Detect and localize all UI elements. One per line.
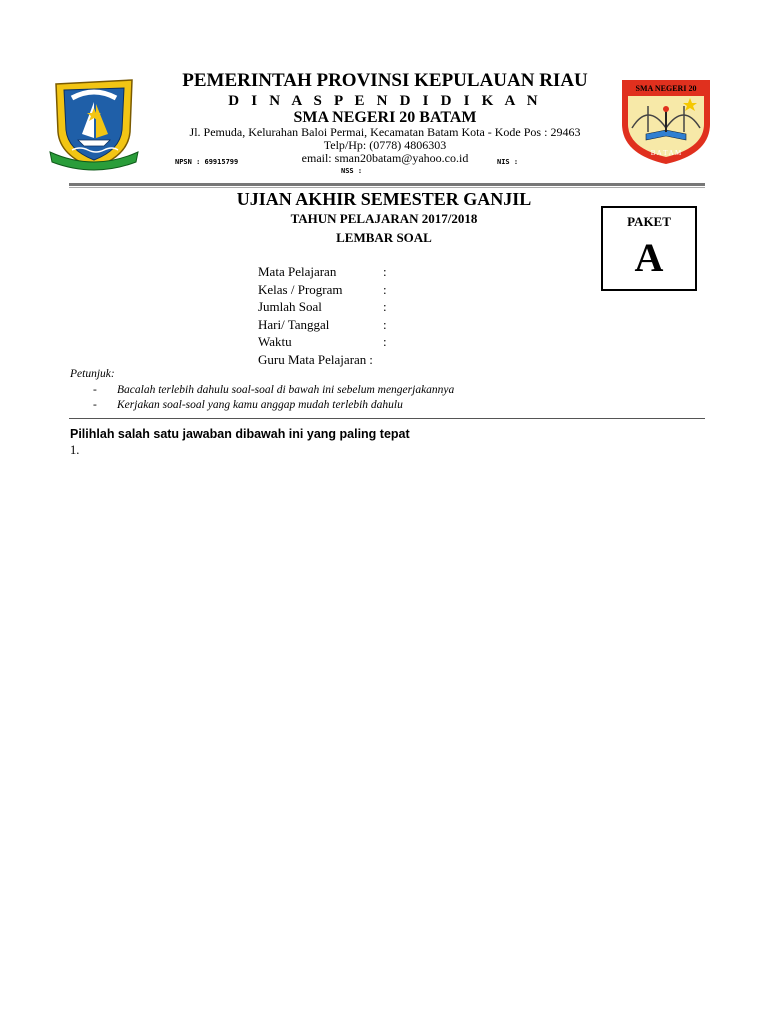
exam-title: UJIAN AKHIR SEMESTER GANJIL: [236, 189, 532, 209]
school-emblem-icon: [618, 76, 714, 166]
field-label: Kelas / Program: [258, 281, 343, 297]
instruction-text: Kerjakan soal-soal yang kamu anggap mudah terlebih dahulu: [117, 399, 403, 411]
field-time: [258, 333, 387, 351]
letterhead-divider-thin: [69, 187, 705, 188]
instructions-heading: Petunjuk:: [70, 368, 115, 380]
field-colon: :: [383, 316, 387, 332]
field-question-count: [258, 298, 387, 316]
svg-text:SMA NEGERI 20: SMA NEGERI 20: [635, 84, 697, 93]
school-name: SMA NEGERI 20 BATAM: [293, 109, 477, 126]
field-colon: :: [383, 299, 387, 314]
nis-number: NIS :: [497, 158, 519, 166]
field-label: Jumlah Soal: [258, 299, 322, 314]
field-class: [258, 281, 387, 299]
field-teacher: [258, 351, 387, 369]
field-label: Mata Pelajaran: [258, 264, 337, 279]
instruction-bullet: -: [93, 399, 97, 411]
field-colon: :: [383, 281, 387, 297]
question-prompt: Pilihlah salah satu jawaban dibawah ini yang paling tepat: [70, 427, 410, 441]
sheet-title: LEMBAR SOAL: [336, 230, 432, 245]
letterhead-divider: [69, 183, 705, 186]
department-title: D I N A S P E N D I D I K A N: [228, 93, 542, 109]
instruction-bullet: -: [93, 384, 97, 396]
academic-year: TAHUN PELAJARAN 2017/2018: [290, 211, 478, 226]
school-phone: Telp/Hp: (0778) 4806303: [323, 138, 447, 152]
field-colon: :: [383, 264, 387, 279]
instruction-item: [93, 384, 454, 396]
paket-letter: A: [634, 235, 664, 280]
field-label: Hari/ Tanggal: [258, 316, 330, 332]
paket-box: [601, 206, 697, 291]
section-divider: [69, 418, 705, 419]
provincial-emblem-icon: [46, 72, 142, 172]
field-date: [258, 316, 387, 334]
npsn-number: NPSN : 69915799: [175, 158, 239, 166]
field-subject: [258, 263, 387, 281]
field-colon: :: [369, 351, 373, 367]
question-number: 1.: [70, 443, 80, 457]
instruction-item: [93, 399, 403, 411]
field-colon: :: [383, 334, 387, 349]
exam-info-fields: [258, 263, 387, 368]
school-email: email: sman20batam@yahoo.co.id: [301, 151, 469, 165]
nss-number: NSS :: [341, 167, 363, 175]
instruction-text: Bacalah terlebih dahulu soal-soal di bawah ini sebelum mengerjakannya: [117, 384, 455, 396]
field-label: Waktu: [258, 334, 292, 349]
school-address: Jl. Pemuda, Kelurahan Baloi Permai, Kecamatan Batam Kota - Kode Pos : 29463: [189, 125, 581, 139]
paket-label: PAKET: [627, 214, 671, 229]
field-label: Guru Mata Pelajaran: [258, 351, 367, 367]
government-title: PEMERINTAH PROVINSI KEPULAUAN RIAU: [182, 70, 588, 91]
svg-text:B A T A M: B A T A M: [650, 149, 682, 157]
